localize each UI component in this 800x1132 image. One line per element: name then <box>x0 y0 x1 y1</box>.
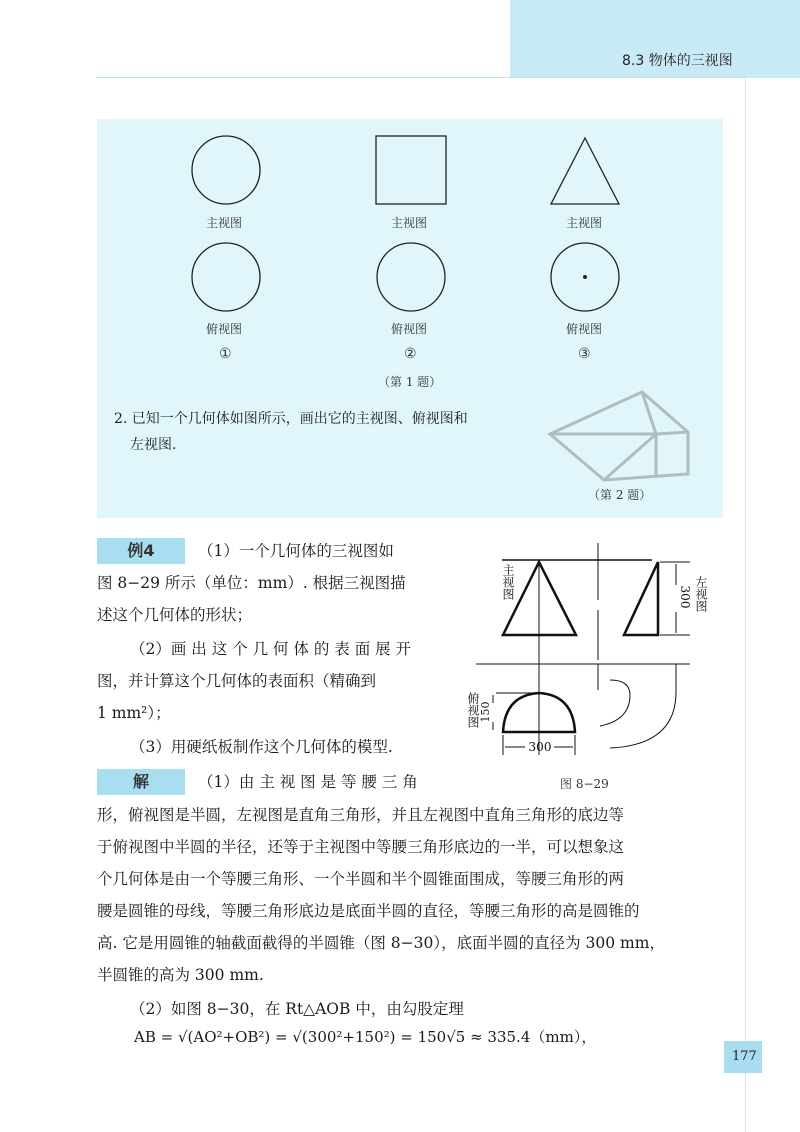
section-title: 8.3 物体的三视图 <box>622 53 733 69</box>
solution-line-2: 于俯视图中半圆的半径，还等于主视图中等腰三角形底边的一半，可以想象这 <box>97 838 625 856</box>
q2-line-2: 左视图. <box>130 437 177 453</box>
example-line-1: （1）一个几何体的三视图如 <box>198 542 394 560</box>
example-line-3: 述这个几何体的形状； <box>97 606 253 624</box>
figure-number-3: ③ <box>578 346 591 362</box>
solution-first-line: （1）由 主 视 图 是 等 腰 三 角 <box>198 773 418 791</box>
solution-line-3: 个几何体是由一个等腰三角形、一个半圆和半个圆锥面围成，等腰三角形的两 <box>97 870 625 888</box>
pythagorean-equation: AB = √(AO²+OB²) = √(300²+150²) = 150√5 ≈ 335.4（mm）， <box>134 1028 597 1046</box>
dim-label-300-horizontal: 300 <box>528 740 552 754</box>
figure-number-2: ② <box>404 346 417 362</box>
example-line-6: 1 mm²）； <box>97 704 171 722</box>
example-line-2: 图 8−29 所示（单位：mm）. 根据三视图描 <box>97 574 406 592</box>
example-tag: 例4 <box>97 538 185 564</box>
top-view-side-label: 俯视图 <box>466 692 480 728</box>
example-line-4: （2）画 出 这 个 几 何 体 的 表 面 展 开 <box>130 640 412 658</box>
front-view-label-1: 主视图 <box>206 216 243 230</box>
solution-line-4: 腰是圆锥的母线，等腰三角形底边是底面半圆的直径，等腰三角形的高是圆锥的 <box>97 902 640 920</box>
page-number: 177 <box>732 1049 757 1064</box>
solution-tag: 解 <box>97 769 185 795</box>
figure-number-1: ① <box>219 346 232 362</box>
top-view-label-2: 俯视图 <box>391 322 428 336</box>
top-view-label-3: 俯视图 <box>566 322 603 336</box>
figure-caption: 图 8−29 <box>560 777 609 791</box>
q1-caption: （第 1 题） <box>378 375 442 389</box>
q2-line-1: 2. 已知一个几何体如图所示，画出它的主视图、俯视图和 <box>114 411 468 427</box>
solution-line-7: （2）如图 8−30，在 Rt△AOB 中，由勾股定理 <box>130 1000 464 1018</box>
example-line-7: （3）用硬纸板制作这个几何体的模型. <box>130 738 393 756</box>
example-line-5: 图，并计算这个几何体的表面积（精确到 <box>97 672 377 690</box>
front-view-side-label: 主视图 <box>501 564 515 600</box>
front-view-label-2: 主视图 <box>391 216 428 230</box>
left-view-side-label: 左视图 <box>694 576 708 612</box>
front-view-label-3: 主视图 <box>566 216 603 230</box>
solution-line-6: 半圆锥的高为 300 mm. <box>97 966 264 984</box>
solution-line-5: 高. 它是用圆锥的轴截面截得的半圆锥（图 8−30），底面半圆的直径为 300 mm， <box>97 934 665 952</box>
q2-caption: （第 2 题） <box>588 488 652 502</box>
dim-label-150: 150 <box>479 701 492 723</box>
dim-label-300-vertical: 300 <box>678 585 692 609</box>
solution-line-1: 形，俯视图是半圆，左视图是直角三角形，并且左视图中直角三角形的底边等 <box>97 806 625 824</box>
top-view-label-1: 俯视图 <box>206 322 243 336</box>
